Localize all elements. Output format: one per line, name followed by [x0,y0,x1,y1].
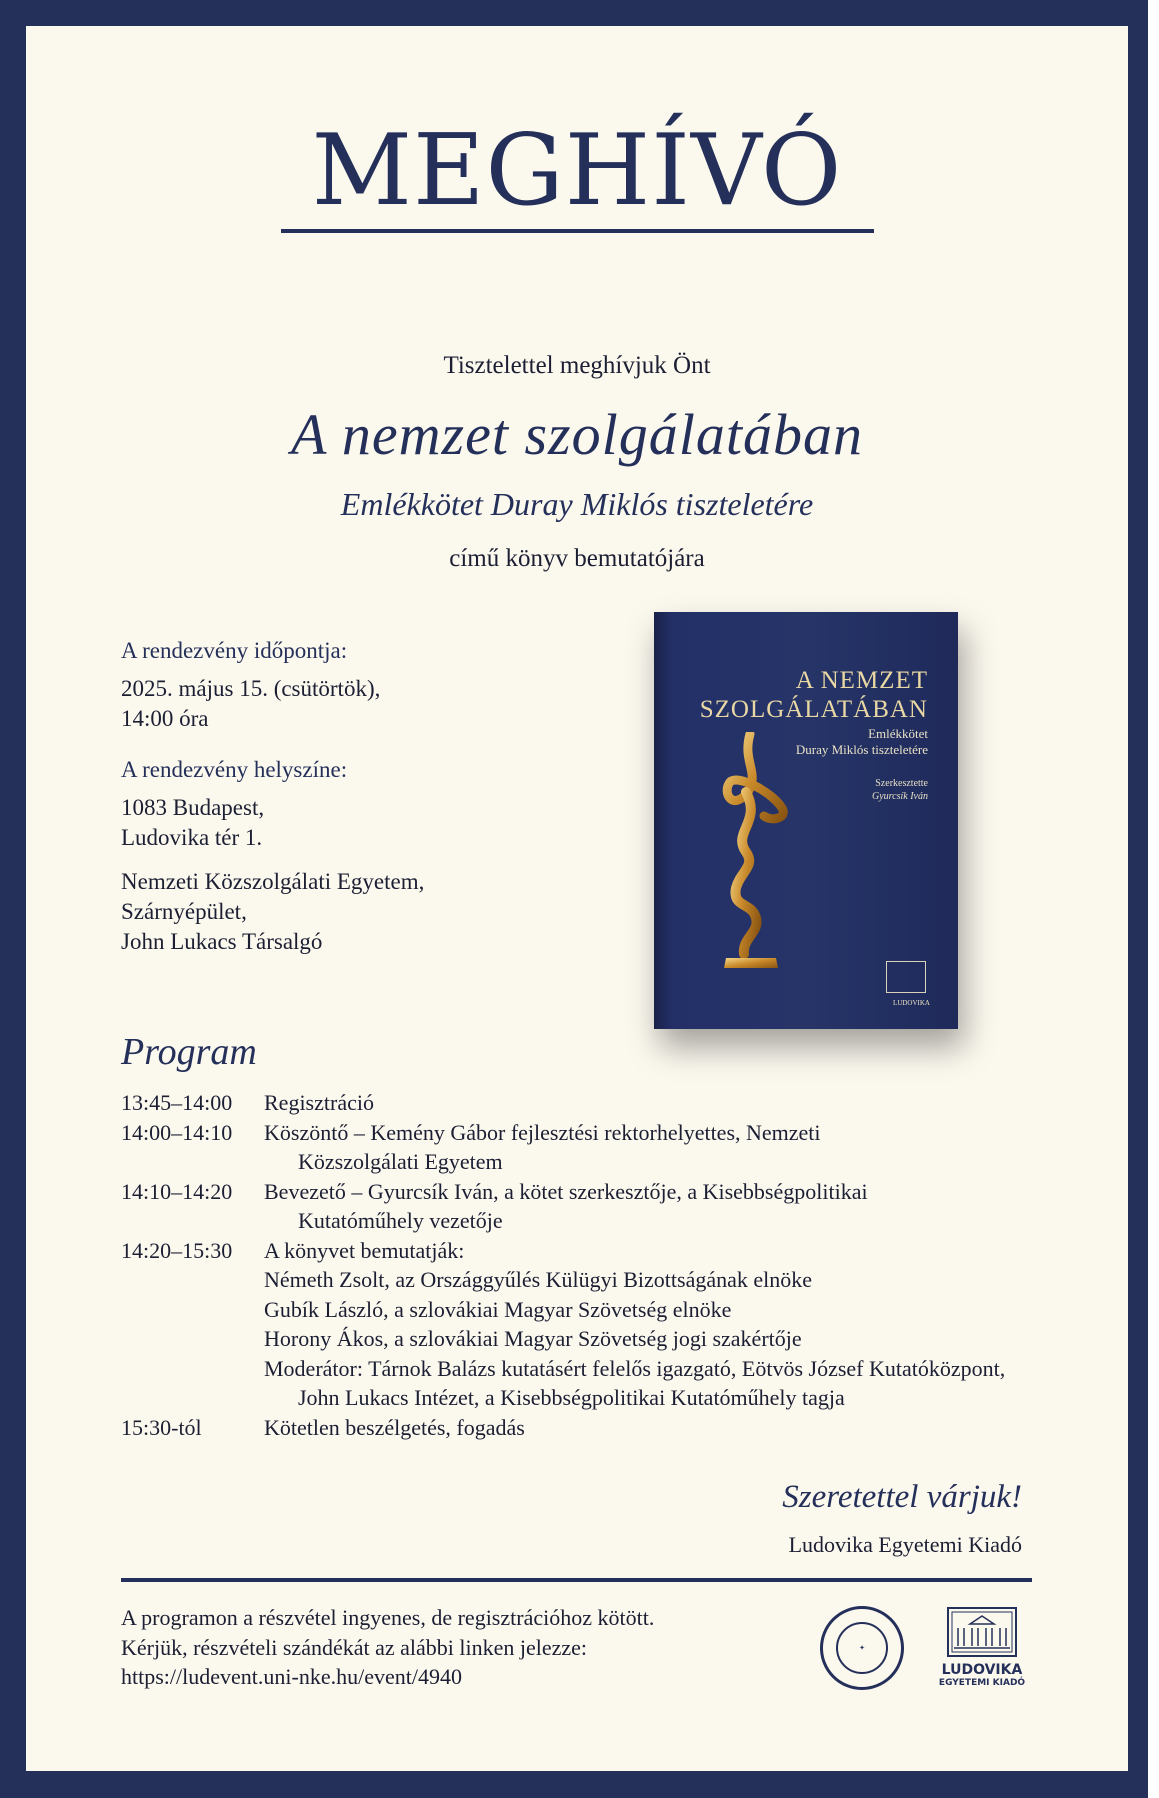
cover-subtitle-line: Emlékkötet [868,726,928,741]
seal-emblem-icon: ✦ [836,1622,888,1674]
program-line: A könyvet bemutatják: [264,1237,465,1263]
venue-address [121,793,264,853]
cover-title-line: SZOLGÁLATÁBAN [699,696,928,723]
program-time: 15:30-tól [121,1414,202,1440]
invitation-card [26,26,1128,1771]
program-description [264,1236,1041,1413]
invitation-title: MEGHÍVÓ [311,114,843,228]
venue-line: 1083 Budapest, [121,795,265,820]
program-row [121,1236,1041,1413]
registration-notice [121,1603,654,1692]
ludovika-building-icon [930,1606,1034,1660]
cover-title [700,666,928,724]
ludovika-logo-text [930,1664,1034,1690]
invite-text: Tisztelettel meghívjuk Önt [443,352,711,379]
program-description [264,1118,1041,1177]
welcome-text: Szeretettel várjuk! [782,1479,1022,1515]
logo-line: LUDOVIKA [941,1662,1023,1678]
venue-line: Ludovika tér 1. [121,825,263,850]
program-heading: Program [121,1031,257,1073]
program-row [121,1413,1041,1443]
cover-subtitle [796,726,928,758]
program-description [264,1413,1041,1443]
program-line: Köszöntő – Kemény Gábor fejlesztési rektorhelyettes, Nemzeti [264,1119,821,1145]
title-divider [281,229,874,233]
program-row [121,1088,1041,1118]
publisher-name: Ludovika Egyetemi Kiadó [788,1532,1022,1557]
cover-subtitle-line: Duray Miklós tiszteletére [795,742,928,757]
cover-title-line: A NEMZET [795,667,928,694]
cover-editor-label: Szerkesztette [875,778,928,789]
footer-divider [121,1578,1032,1582]
university-seal-logo [820,1606,904,1690]
registration-link[interactable]: https://ludevent.uni-nke.hu/event/4940 [121,1664,462,1689]
program-line: Közszolgálati Egyetem [298,1149,503,1174]
program-schedule [121,1088,1041,1442]
date-label: A rendezvény időpontja: [121,638,348,663]
cover-editor [872,777,928,803]
program-description [264,1177,1041,1236]
date-line: 2025. május 15. (csütörtök), [121,676,381,701]
program-row [121,1177,1041,1236]
program-time: 13:45–14:00 [121,1090,233,1115]
book-cover-image [654,612,958,1029]
program-line: Horony Ákos, a szlovákiai Magyar Szövetség jogi szakértője [264,1326,802,1351]
program-time: 14:20–15:30 [121,1237,233,1263]
program-time: 14:00–14:10 [121,1119,233,1145]
venue-line: Nemzeti Közszolgálati Egyetem, [121,869,425,894]
cover-publisher-logo [886,961,926,993]
venue-building [121,867,424,957]
program-line: Kutatóműhely vezetője [298,1208,503,1233]
program-line: Gubík László, a szlovákiai Magyar Szövetség elnöke [264,1296,732,1322]
program-line: Bevezető – Gyurcsík Iván, a kötet szerkesztője, a Kisebbségpolitikai [264,1178,868,1204]
time-line: 14:00 óra [121,706,209,731]
venue-line: John Lukacs Társalgó [121,929,323,954]
program-line: Moderátor: Tárnok Balázs kutatásért felelős igazgató, Eötvös József Kutatóközpont, [264,1355,1006,1381]
notice-line: Kérjük, részvételi szándékát az alábbi linken jelezze: [121,1634,588,1660]
book-subtitle: Emlékkötet Duray Miklós tiszteletére [340,486,814,522]
program-line: Németh Zsolt, az Országgyűlés Külügyi Bizottságának elnöke [264,1267,813,1292]
cover-editor-name: Gyurcsík Iván [872,791,928,802]
venue-line: Szárnyépület, [121,899,247,924]
sculpture-illustration [712,732,802,972]
logo-line: EGYETEMI KIADÓ [938,1678,1026,1688]
date-value [121,674,380,734]
presentation-text: című könyv bemutatójára [449,545,705,572]
cover-publisher-mark: LUDOVIKA [893,999,930,1007]
program-line: John Lukacs Intézet, a Kisebbségpolitikai Kutatóműhely tagja [298,1385,845,1410]
program-line: Kötetlen beszélgetés, fogadás [264,1414,525,1440]
venue-label: A rendezvény helyszíne: [121,757,348,782]
book-title: A nemzet szolgálatában [291,402,863,467]
notice-line: A programon a részvétel ingyenes, de regisztrációhoz kötött. [121,1605,655,1630]
program-time: 14:10–14:20 [121,1178,233,1204]
program-row [121,1118,1041,1177]
program-description [264,1088,1041,1118]
program-line: Regisztráció [264,1090,374,1115]
